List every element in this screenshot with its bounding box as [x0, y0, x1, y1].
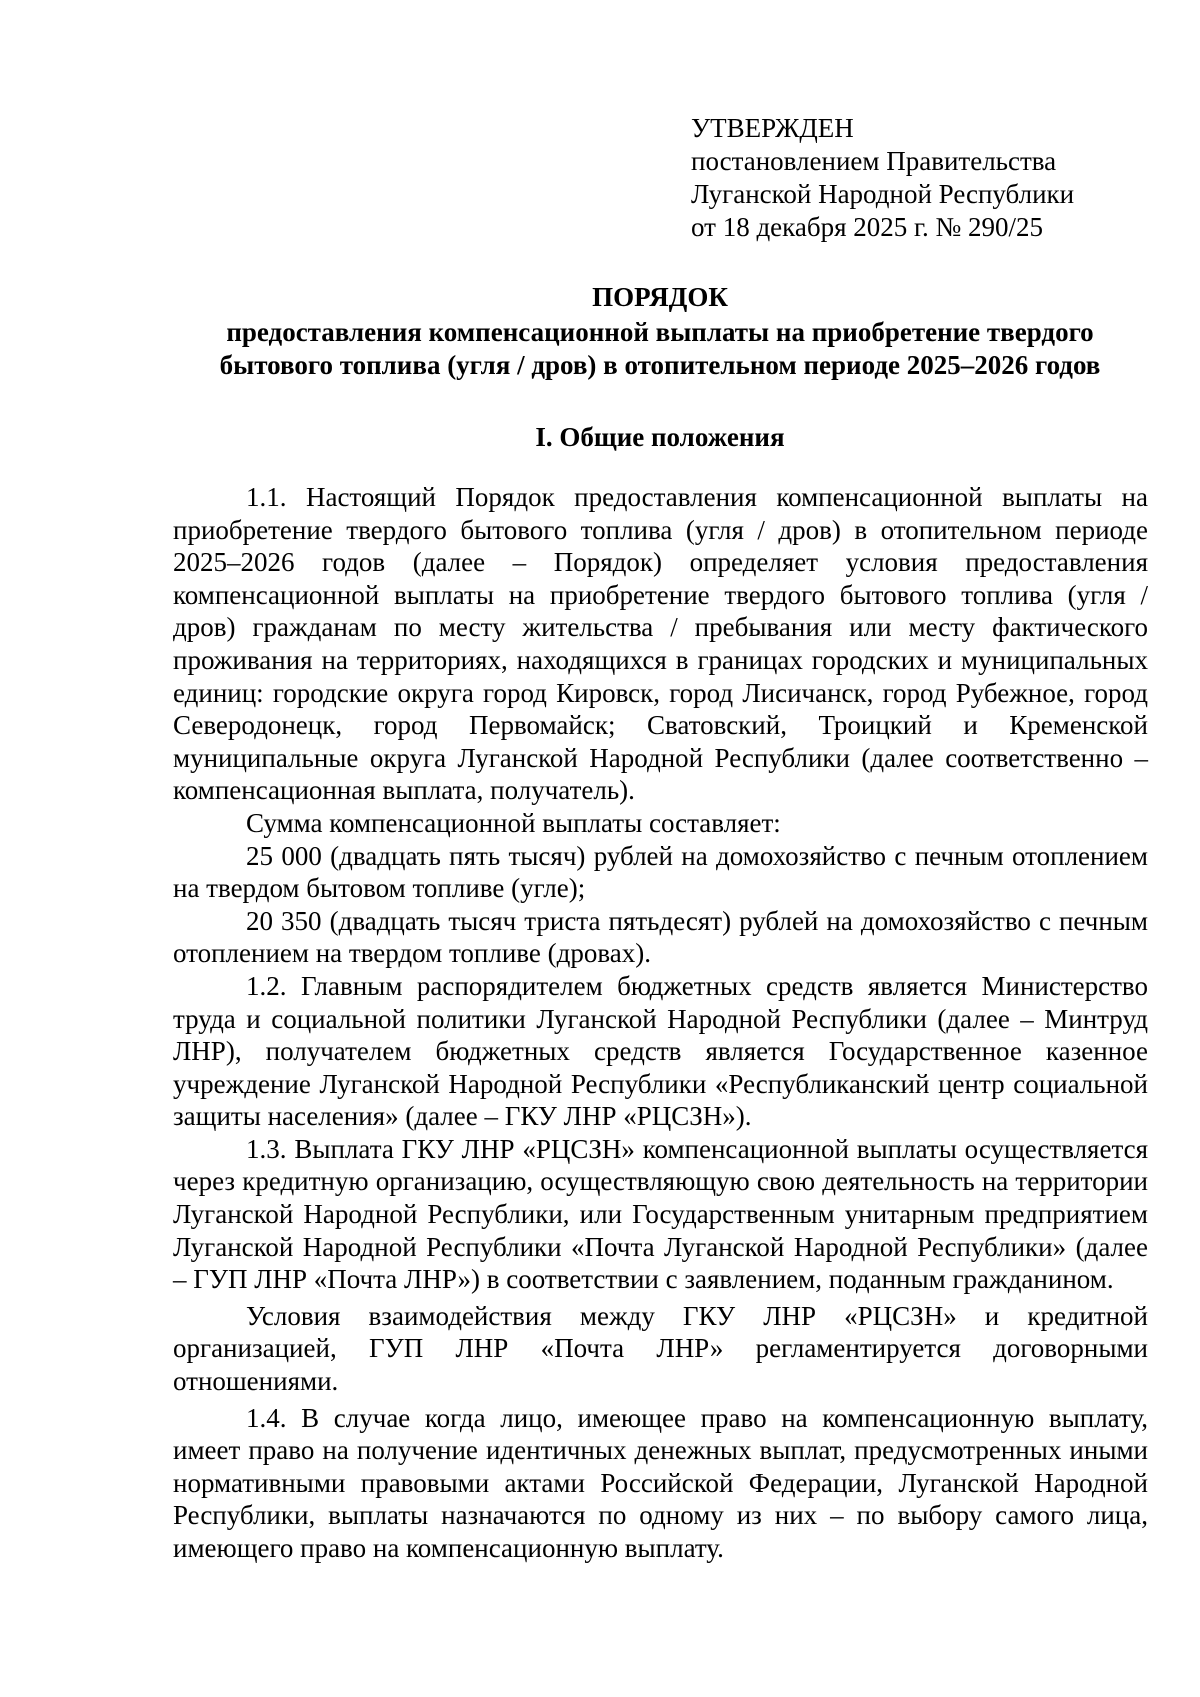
section-heading: I. Общие положения	[535, 422, 785, 452]
paragraph-1-2: 1.2. Главным распорядителем бюджетных средств является Министерство труда и социальной политики Луганской Народной Республики (далее – Минтруд ЛНР), получателем бюджетных средств является Государственное казенное учреждение Луганской Народной Республики «Республиканский центр социальной защиты населения» (далее – ГКУ ЛНР «РЦСЗН»).	[173, 970, 1148, 1132]
paragraph-amount-wood: 20 350 (двадцать тысяч триста пятьдесят) рублей на домохозяйство с печным отоплением на твердом топливе (дровах).	[173, 905, 1148, 969]
paragraph-1-1: 1.1. Настоящий Порядок предоставления компенсационной выплаты на приобретение твердого бытового топлива (угля / дров) в отопительном периоде 2025–2026 годов (далее – Порядок) определяет условия предоставления компенсационной выплаты на приобретение твердого бытового топлива (угля / дров) гражданам по месту жительства / пребывания или месту фактического проживания на территориях, находящихся в границах городских и муниципальных единиц: городские округа город Кировск, город Лисичанск, город Рубежное, город Северодонецк, город Первомайск; Сватовский, Троицкий и Кременской муниципальные округа Луганской Народной Республики (далее соответственно – компенсационная выплата, получатель).	[173, 482, 1148, 806]
paragraph-1-3: 1.3. Выплата ГКУ ЛНР «РЦСЗН» компенсационной выплаты осуществляется через кредитную организацию, осуществляющую свою деятельность на территории Луганской Народной Республики, или Государственным унитарным предприятием Луганской Народной Республики «Почта Луганской Народной Республики» (далее – ГУП ЛНР «Почта ЛНР») в соответствии с заявлением, поданным гражданином.	[173, 1133, 1148, 1295]
paragraph-amount-intro: Сумма компенсационной выплаты составляет:	[246, 807, 781, 838]
approval-line-resolution: постановлением Правительства	[691, 146, 1057, 176]
document-body	[173, 481, 1148, 1565]
subtitle-line-1: предоставления компенсационной выплаты на приобретение твердого	[226, 317, 1094, 347]
paragraph-amount-coal: 25 000 (двадцать пять тысяч) рублей на домохозяйство с печным отоплением на твердом бытовом топливе (угле);	[173, 840, 1148, 904]
approval-stamp	[691, 112, 1074, 244]
paragraph-1-4: 1.4. В случае когда лицо, имеющее право на компенсационную выплату, имеет право на получение идентичных денежных выплат, предусмотренных иными нормативными правовыми актами Российской Федерации, Луганской Народной Республики, выплаты назначаются по одному из них – по выбору самого лица, имеющего право на компенсационную выплату.	[173, 1402, 1148, 1563]
paragraph-interaction-conditions: Условия взаимодействия между ГКУ ЛНР «РЦСЗН» и кредитной организацией, ГУП ЛНР «Почта ЛНР» регламентируется договорными отношениями.	[173, 1300, 1148, 1397]
subtitle-line-2: бытового топлива (угля / дров) в отопительном периоде 2025–2026 годов	[219, 350, 1101, 380]
approval-line-government: Луганской Народной Республики	[691, 179, 1075, 209]
document-subtitle	[170, 316, 1150, 382]
document-title: ПОРЯДОК	[592, 282, 728, 312]
approval-line-approved: УТВЕРЖДЕН	[691, 113, 854, 143]
approval-line-date-number: от 18 декабря 2025 г. № 290/25	[691, 212, 1044, 242]
